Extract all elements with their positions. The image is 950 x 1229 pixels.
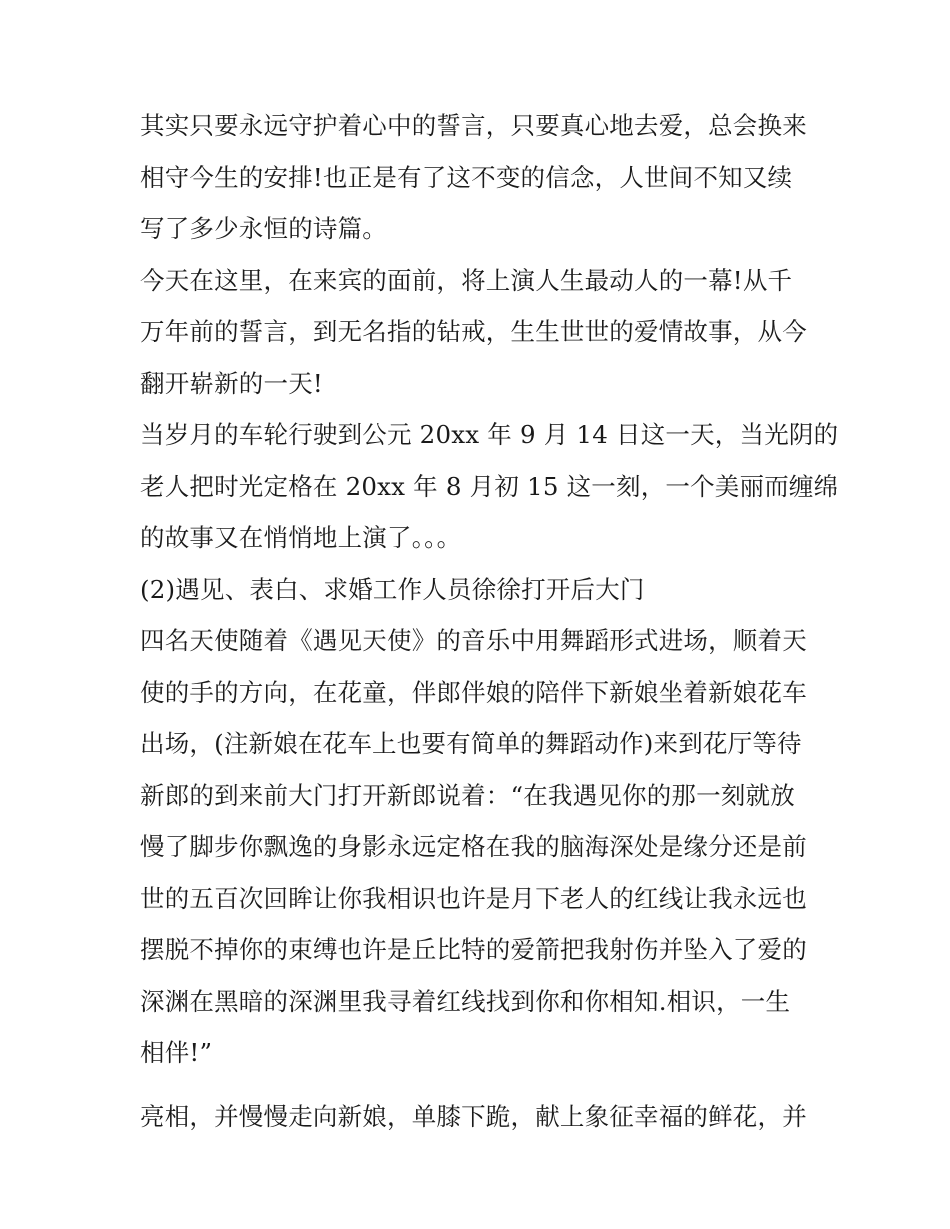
paragraph: [140, 615, 820, 1079]
text-line: 当岁月的车轮行驶到公元 20xx 年 9 月 14 日这一天，当光阴的: [140, 420, 839, 449]
text-line: 世的五百次回眸让你我相识也许是月下老人的红线让我永远也: [140, 883, 807, 913]
paragraph-gap: [140, 1079, 820, 1091]
text-line: 相伴!”: [140, 1038, 213, 1067]
text-line: 慢了脚步你飘逸的身影永远定格在我的脑海深处是缘分还是前: [140, 832, 807, 861]
text-line: 四名天使随着《遇见天使》的音乐中用舞蹈形式进场，顺着天: [140, 626, 807, 655]
text-line: 使的手的方向，在花童，伴郎伴娘的陪伴下新娘坐着新娘花车: [140, 677, 807, 707]
text-line: 新郎的到来前大门打开新郎说着：“在我遇见你的那一刻就放: [140, 780, 795, 810]
text-line: 相守今生的安排!也正是有了这不变的信念，人世间不知又续: [140, 162, 793, 192]
text-line: 深渊在黑暗的深渊里我寻着红线找到你和你相知.相识，一生: [140, 986, 791, 1016]
text-line: 的故事又在悄悄地上演了。。。: [140, 523, 462, 552]
text-line: 其实只要永远守护着心中的誓言，只要真心地去爱，总会换来: [140, 111, 807, 140]
text-line: 写了多少永恒的诗篇。: [140, 214, 387, 243]
paragraph: [140, 255, 820, 410]
document-body: [140, 100, 839, 1142]
text-line: 今天在这里，在来宾的面前，将上演人生最动人的一幕!从千: [140, 265, 793, 295]
text-line: 老人把时光定格在 20xx 年 8 月初 15 这一刻，一个美丽而缠绵: [140, 471, 839, 501]
text-line: 万年前的誓言，到无名指的钻戒，生生世世的爱情故事，从今: [140, 317, 807, 346]
text-line: 出场，(注新娘在花车上也要有简单的舞蹈动作)来到花厅等待: [140, 729, 802, 758]
text-line: 翻开崭新的一天!: [140, 368, 323, 398]
paragraph: [140, 1091, 820, 1143]
text-line: 亮相，并慢慢走向新娘，单膝下跪，献上象征幸福的鲜花，并: [140, 1101, 807, 1131]
paragraph: [140, 409, 839, 564]
section-heading: [140, 564, 820, 616]
paragraph: [140, 100, 820, 255]
text-line: 摆脱不掉你的束缚也许是丘比特的爱箭把我射伤并坠入了爱的: [140, 935, 807, 964]
text-line: (2)遇见、表白、求婚工作人员徐徐打开后大门: [140, 574, 645, 604]
